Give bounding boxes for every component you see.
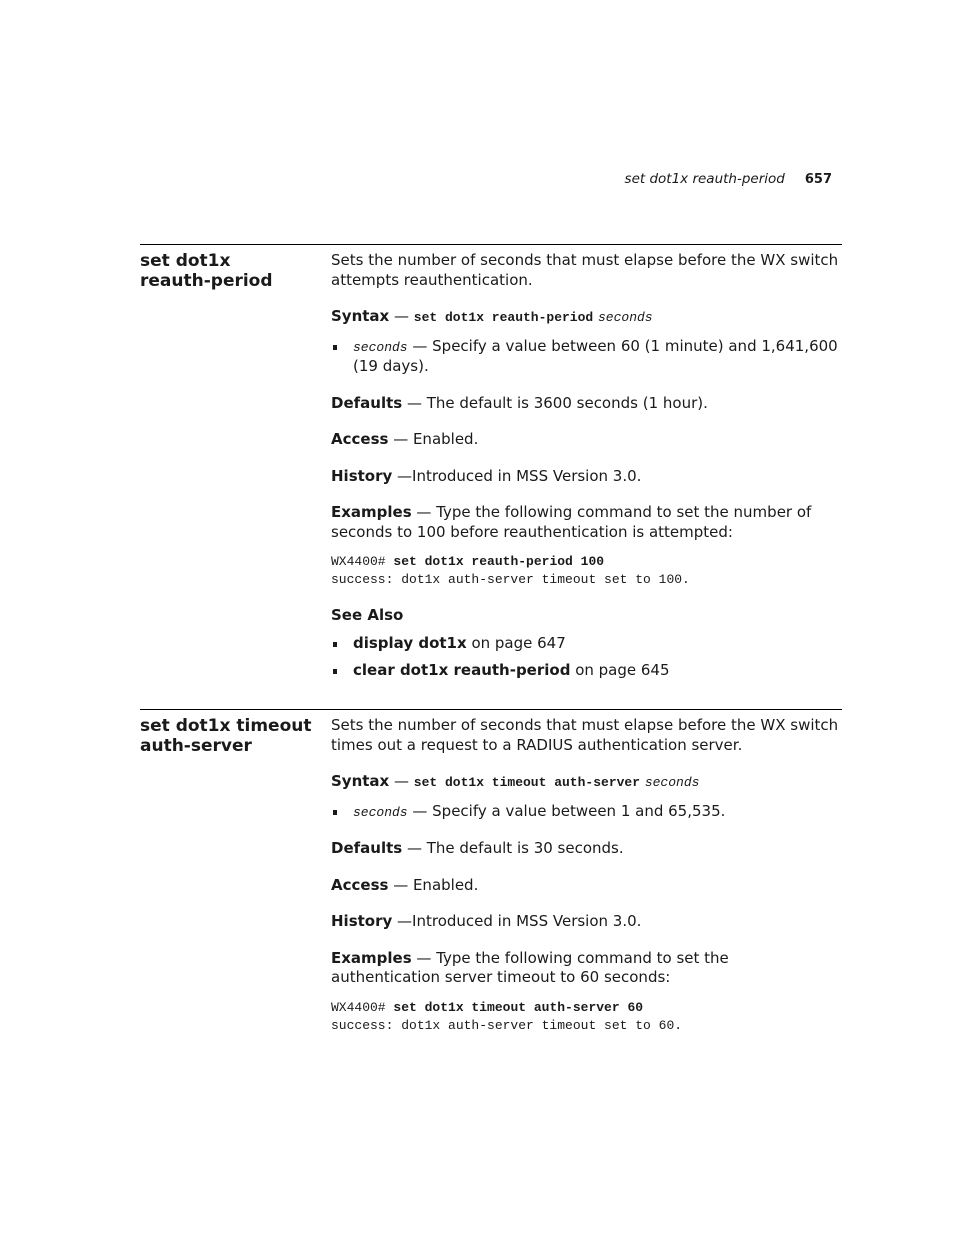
- access-line: [331, 876, 842, 896]
- syntax-line: [331, 307, 842, 328]
- code-command: set dot1x timeout auth-server 60: [393, 999, 644, 1015]
- syntax-command: set dot1x timeout auth-server: [413, 775, 641, 790]
- code-prompt: WX4400#: [331, 999, 394, 1015]
- syntax-param: seconds: [598, 310, 653, 325]
- syntax-line: [331, 772, 842, 793]
- see-also-heading: See Also: [331, 606, 404, 624]
- section-body: [331, 251, 842, 698]
- code-output: success: dot1x auth-server timeout set to 60.: [331, 1017, 683, 1033]
- section-set-dot1x-reauth-period: [140, 244, 842, 685]
- see-also-page: on page 647: [466, 633, 566, 652]
- param-description: — Specify a value between 60 (1 minute) and 1,641,600 (19 days).: [353, 336, 838, 375]
- running-title: set dot1x reauth-period: [624, 171, 785, 187]
- parameter-list: [331, 337, 842, 377]
- syntax-label: Syntax: [331, 772, 390, 790]
- access-label: Access: [331, 430, 389, 448]
- section-heading-line2: reauth-period: [140, 271, 273, 291]
- access-line: [331, 430, 842, 450]
- history-text: —Introduced in MSS Version 3.0.: [392, 912, 642, 930]
- section-heading-line2: auth-server: [140, 736, 252, 756]
- param-name: seconds: [353, 804, 408, 820]
- history-line: [331, 912, 842, 932]
- description: Sets the number of seconds that must elapse before the WX switch times out a request to a RADIUS authentication server.: [331, 716, 839, 754]
- see-also-item: [331, 661, 842, 681]
- history-line: [331, 467, 842, 487]
- parameter-list: [331, 802, 842, 823]
- examples-line: [331, 503, 842, 542]
- see-also-link[interactable]: display dot1x: [353, 633, 467, 652]
- defaults-text: — The default is 3600 seconds (1 hour).: [402, 393, 708, 412]
- section-heading-line1: set dot1x timeout: [140, 716, 312, 736]
- syntax-command: set dot1x reauth-period: [413, 310, 594, 325]
- defaults-label: Defaults: [331, 393, 403, 412]
- code-command: set dot1x reauth-period 100: [393, 554, 605, 569]
- access-text: — Enabled.: [388, 430, 479, 448]
- section-heading: [140, 251, 320, 291]
- examples-text: — Type the following command to set the authentication server timeout to 60 seconds:: [331, 948, 729, 986]
- code-example: [331, 551, 842, 589]
- param-name: seconds: [353, 339, 408, 355]
- see-also-list: [331, 634, 842, 681]
- see-also-link[interactable]: clear dot1x reauth-period: [353, 661, 571, 679]
- defaults-text: — The default is 30 seconds.: [402, 839, 624, 857]
- section-set-dot1x-timeout-auth-server: [140, 709, 842, 1050]
- examples-line: [331, 949, 842, 988]
- syntax-param: seconds: [644, 775, 700, 790]
- access-text: — Enabled.: [388, 875, 479, 894]
- see-also-page: on page 645: [570, 661, 670, 679]
- syntax-separator: —: [389, 307, 414, 325]
- code-input-line: [331, 551, 842, 571]
- code-output: success: dot1x auth-server timeout set to 100.: [331, 572, 690, 587]
- description: Sets the number of seconds that must elapse before the WX switch attempts reauthentication.: [331, 251, 839, 289]
- examples-text: — Type the following command to set the number of seconds to 100 before reauthentication is attempted:: [331, 503, 812, 541]
- history-label: History: [331, 912, 393, 930]
- section-heading: [140, 716, 320, 756]
- defaults-label: Defaults: [331, 839, 403, 857]
- syntax-separator: —: [389, 772, 414, 790]
- code-prompt: WX4400#: [331, 554, 394, 569]
- history-label: History: [331, 466, 393, 485]
- page-number: 657: [804, 172, 832, 187]
- code-example: [331, 997, 842, 1035]
- section-body: [331, 716, 842, 1052]
- examples-label: Examples: [331, 948, 412, 967]
- list-item: [331, 802, 842, 823]
- running-header: [625, 171, 832, 187]
- defaults-line: [331, 839, 842, 859]
- access-label: Access: [331, 875, 389, 894]
- syntax-label: Syntax: [331, 307, 390, 325]
- examples-label: Examples: [331, 503, 412, 521]
- history-text: —Introduced in MSS Version 3.0.: [392, 466, 642, 485]
- param-description: — Specify a value between 1 and 65,535.: [407, 801, 726, 820]
- section-heading-line1: set dot1x: [140, 251, 231, 271]
- see-also-item: [331, 634, 842, 654]
- list-item: [331, 337, 842, 377]
- code-input-line: [331, 997, 842, 1017]
- defaults-line: [331, 394, 842, 414]
